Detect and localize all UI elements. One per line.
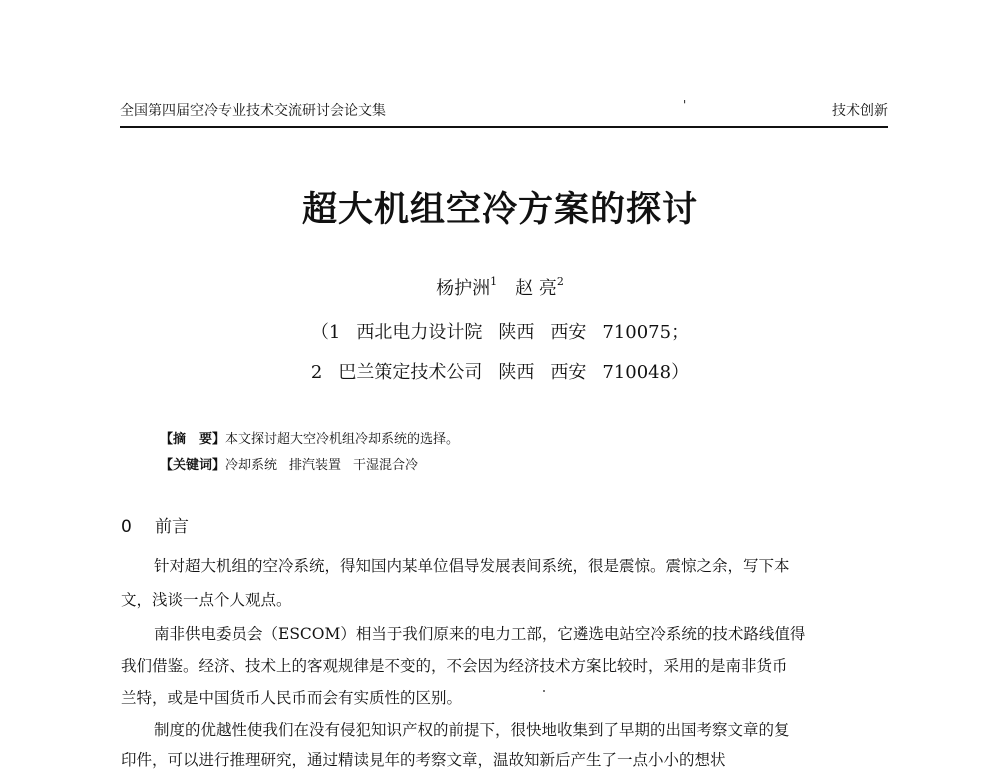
affiliation-org: 巴兰策定技术公司 [338,362,483,383]
section-heading [121,512,189,537]
body-line: 兰特，或是中国货币人民币而会有实质性的区别。 [121,689,463,707]
header-speck: ' [683,98,687,112]
affiliation-number: 2 [310,362,323,383]
running-header [120,100,888,124]
body-line: 南非供电委员会（ESCOM）相当于我们原来的电力工部，它遴选电站空冷系统的技术路线值得 [154,625,806,643]
author-affiliation-mark: 2 [556,275,564,288]
abstract-label: 【摘 要】 [160,432,226,447]
keyword: 排汽装置 [289,458,342,473]
section-title: 前言 [155,517,189,537]
scan-speck [543,690,545,692]
body-line: 针对超大机组的空冷系统，得知国内某单位倡导发展表间系统，很是震惊。震惊之余，写下本 [154,557,790,575]
header-rule [120,126,888,128]
paper-title: 超大机组空冷方案的探讨 [301,189,698,230]
header-proceedings-title: 全国第四届空冷专业技术交流研讨会论文集 [120,103,386,119]
affiliation-postcode: 710075； [602,322,690,343]
body-line: 我们借鉴。经济、技术上的客观规律是不变的，不会因为经济技术方案比较时，采用的是南非货币 [121,657,788,675]
affiliation-province: 陕西 [498,362,535,383]
keyword: 冷却系统 [225,458,278,473]
author-affiliation-mark: 1 [490,275,498,288]
affiliation-city: 西安 [550,362,587,383]
affiliation-org: 西北电力设计院 [356,322,483,343]
affiliation-number: （1 [310,322,341,343]
body-line: 印件，可以进行推理研究，通过精读見年的考察文章，温故知新后产生了一点小小的想状 [121,751,726,769]
keywords-label: 【关键词】 [160,458,226,473]
abstract-text: 本文探讨超大空冷机组冷却系统的选择。 [225,432,460,447]
abstract [160,428,459,447]
affiliation-province: 陕西 [498,322,535,343]
author-name: 杨护洲 [436,278,491,299]
body-line: 制度的优越性使我们在没有侵犯知识产权的前提下，很快地收集到了早期的出国考察文章的复 [154,721,790,739]
affiliation-postcode: 710048） [602,362,690,383]
header-section-label: 技术创新 [832,103,888,119]
affiliation-city: 西安 [550,322,587,343]
author-name: 赵 亮 [515,278,557,299]
affiliation-line [0,358,1000,384]
affiliation-line [0,318,1000,344]
keyword: 干湿混合冷 [353,458,419,473]
body-line: 文，浅谈一点个人观点。 [121,591,292,609]
author-line [0,274,1000,300]
keywords [160,454,430,473]
section-number: 0 [121,517,132,537]
